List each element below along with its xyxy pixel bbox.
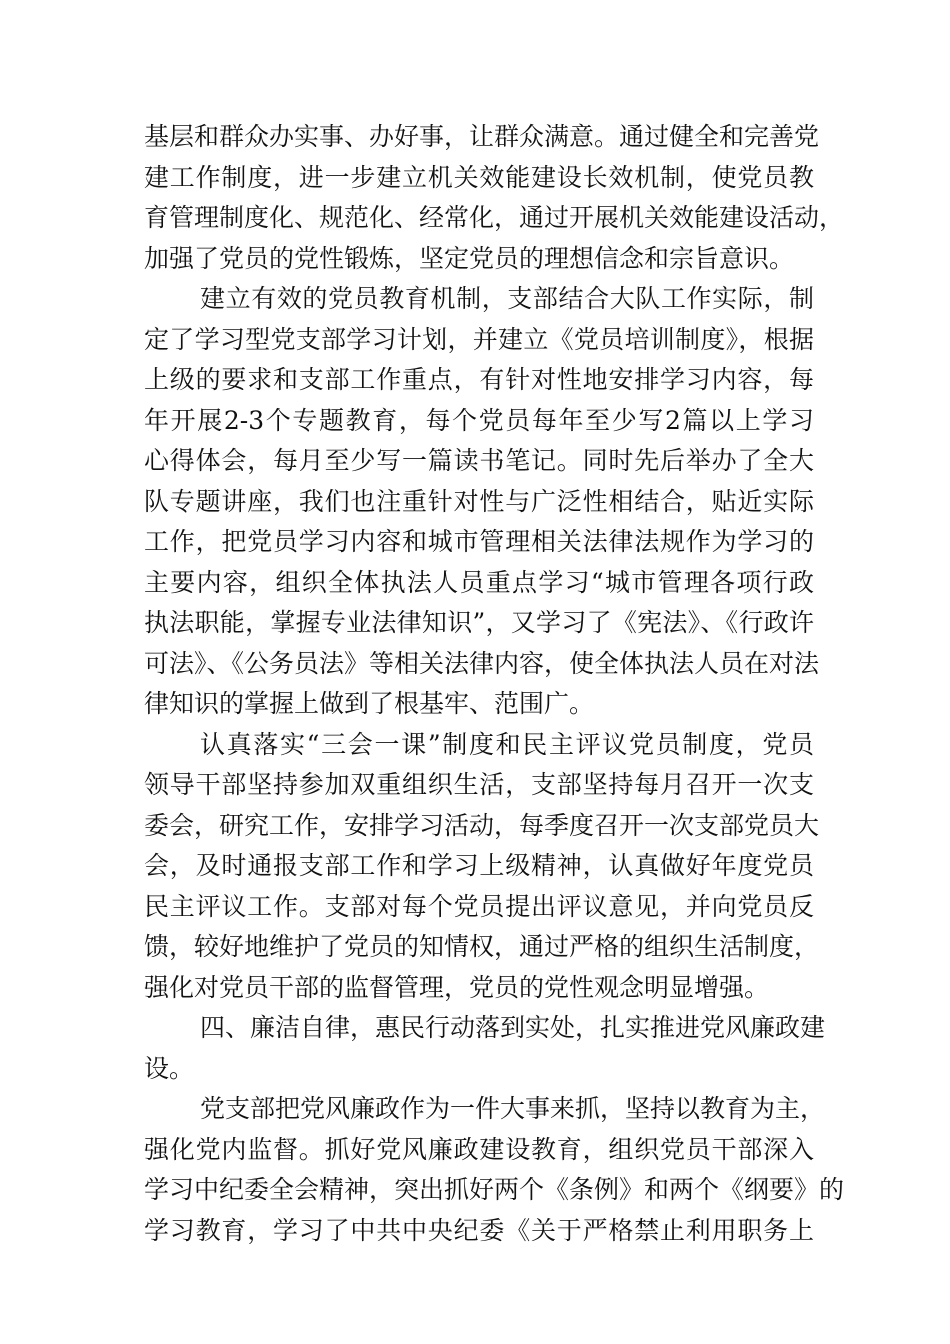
text-line: 委会，研究工作，安排学习活动，每季度召开一次支部党员大 bbox=[144, 810, 820, 840]
text-line: 心得体会，每月至少写一篇读书笔记。同时先后举办了全大 bbox=[144, 446, 814, 475]
text-line: 领导干部坚持参加双重组织生活，支部坚持每月召开一次支 bbox=[144, 770, 814, 799]
text-line: 队专题讲座，我们也注重针对性与广泛性相结合，贴近实际 bbox=[144, 486, 814, 516]
text-line: 上级的要求和支部工作重点，有针对性地安排学习内容，每 bbox=[144, 365, 814, 394]
text-line: 会，及时通报支部工作和学习上级精神，认真做好年度党员 bbox=[144, 851, 814, 880]
text-line: 可法》、《公务员法》等相关法律内容，使全体执法人员在对法 bbox=[144, 648, 820, 678]
text-line: 强化对党员干部的监督管理，党员的党性观念明显增强。 bbox=[144, 972, 770, 1002]
text-line: 定了学习型党支部学习计划，并建立《党员培训制度》，根据 bbox=[144, 324, 814, 354]
text-line: 民主评议工作。支部对每个党员提出评议意见，并向党员反 bbox=[144, 891, 814, 921]
text-line: 强化党内监督。抓好党风廉政建设教育，组织党员干部深入 bbox=[144, 1134, 814, 1164]
text-line: 加强了党员的党性锻炼，坚定党员的理想信念和宗旨意识。 bbox=[144, 243, 795, 273]
text-line: 律知识的掌握上做到了根基牢、范围广。 bbox=[144, 689, 595, 718]
text-line: 执法职能，掌握专业法律知识”，又学习了《宪法》、《行政许 bbox=[144, 608, 814, 637]
text-line: 年开展2-3个专题教育，每个党员每年至少写2篇以上学习 bbox=[144, 405, 814, 435]
document-body bbox=[144, 117, 845, 1251]
text-line: 育管理制度化、规范化、经常化，通过开展机关效能建设活动， bbox=[144, 203, 845, 232]
text-line: 学习教育，学习了中共中央纪委《关于严格禁止利用职务上 bbox=[144, 1215, 814, 1245]
text-line: 工作，把党员学习内容和城市管理相关法律法规作为学习的 bbox=[144, 527, 814, 556]
text-line: 建立有效的党员教育机制，支部结合大队工作实际，制 bbox=[200, 284, 814, 313]
text-line: 基层和群众办实事、办好事，让群众满意。通过健全和完善党 bbox=[144, 122, 820, 151]
text-line: 四、廉洁自律，惠民行动落到实处，扎实推进党风廉政建 bbox=[200, 1013, 826, 1042]
text-line: 主要内容，组织全体执法人员重点学习“城市管理各项行政 bbox=[144, 567, 814, 597]
text-line: 学习中纪委全会精神，突出抓好两个《条例》和两个《纲要》的 bbox=[144, 1175, 845, 1204]
text-line: 党支部把党风廉政作为一件大事来抓，坚持以教育为主， bbox=[200, 1094, 826, 1123]
text-line: 馈，较好地维护了党员的知情权，通过严格的组织生活制度， bbox=[144, 932, 820, 961]
text-line: 建工作制度，进一步建立机关效能建设长效机制，使党员教 bbox=[144, 162, 814, 192]
text-line: 认真落实“三会一课”制度和民主评议党员制度，党员 bbox=[200, 729, 814, 759]
text-line: 设。 bbox=[144, 1053, 195, 1083]
